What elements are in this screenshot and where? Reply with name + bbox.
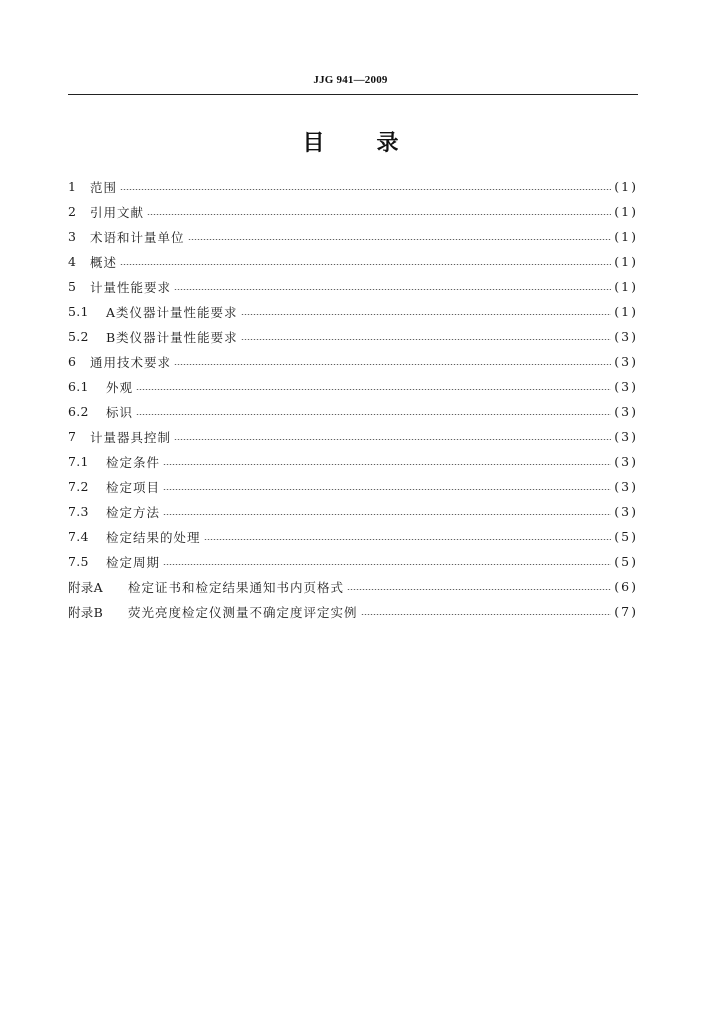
toc-entry-title: 检定结果的处理 [106, 529, 201, 545]
toc-entry-page: (1) [614, 179, 638, 194]
header-rule [68, 94, 638, 95]
toc-entry-title: B类仪器计量性能要求 [106, 329, 238, 345]
toc-entry[interactable] [68, 424, 638, 449]
toc-entry-number: 6 [68, 354, 77, 369]
toc-entry[interactable] [68, 224, 638, 249]
toc-entry-title: 范围 [90, 179, 118, 195]
toc-entry-title: 荧光亮度检定仪测量不确定度评定实例 [128, 604, 358, 620]
toc-dot-leader [120, 189, 611, 190]
toc-dot-leader [163, 514, 611, 515]
toc-entry[interactable] [68, 349, 638, 374]
toc-entry-page: (5) [614, 529, 638, 544]
toc-entry-number: 附录B [68, 604, 104, 620]
toc-entry-number: 附录A [68, 579, 103, 595]
toc-entry[interactable] [68, 174, 638, 199]
toc-entry-page: (1) [614, 204, 638, 219]
toc-entry[interactable] [68, 249, 638, 274]
toc-entry-title: 检定证书和检定结果通知书内页格式 [128, 579, 345, 595]
toc-entry-title: 检定项目 [106, 479, 161, 495]
toc-entry-number: 2 [68, 204, 77, 219]
toc-entry-number: 6.1 [68, 379, 89, 394]
toc-entry-title: 计量器具控制 [90, 429, 172, 445]
toc-entry-number: 7.5 [68, 554, 89, 569]
toc-dot-leader [163, 464, 611, 465]
toc-entry-number: 6.2 [68, 404, 89, 419]
toc-entry-page: (3) [614, 454, 638, 469]
toc-entry[interactable] [68, 274, 638, 299]
toc-entry-page: (5) [614, 554, 638, 569]
toc-dot-leader [174, 289, 611, 290]
toc-entry-number: 5 [68, 279, 77, 294]
toc-entry-page: (3) [614, 429, 638, 444]
toc-entry[interactable] [68, 449, 638, 474]
toc-entry-title: A类仪器计量性能要求 [106, 304, 238, 320]
toc-dot-leader [241, 339, 612, 340]
toc-entry-page: (1) [614, 279, 638, 294]
toc-dot-leader [204, 539, 612, 540]
toc-entry-title: 外观 [106, 379, 134, 395]
toc-entry-page: (3) [614, 404, 638, 419]
toc-entry-page: (3) [614, 329, 638, 344]
toc-entry[interactable] [68, 549, 638, 574]
toc-entry[interactable] [68, 574, 638, 599]
toc-entry-number: 7.2 [68, 479, 89, 494]
toc-entry-title: 标识 [106, 404, 134, 420]
toc-dot-leader [347, 589, 611, 590]
toc-dot-leader [136, 389, 611, 390]
toc-entry[interactable] [68, 499, 638, 524]
running-header: JJG 941—2009 [313, 74, 388, 86]
toc-entry-title: 检定方法 [106, 504, 161, 520]
toc-entry-page: (6) [614, 579, 638, 594]
toc-entry-number: 7 [68, 429, 77, 444]
toc-entry-number: 7.1 [68, 454, 89, 469]
toc-entry[interactable] [68, 524, 638, 549]
toc-entry[interactable] [68, 199, 638, 224]
toc-entry-number: 5.1 [68, 304, 89, 319]
toc-dot-leader [163, 564, 611, 565]
toc-dot-leader [174, 439, 611, 440]
toc-entry-page: (3) [614, 379, 638, 394]
toc-entry-title: 术语和计量单位 [90, 229, 185, 245]
toc-entry-number: 7.4 [68, 529, 89, 544]
toc-entry-title: 计量性能要求 [90, 279, 172, 295]
toc-dot-leader [163, 489, 611, 490]
toc-dot-leader [241, 314, 612, 315]
toc-dot-leader [120, 264, 611, 265]
toc-dot-leader [188, 239, 612, 240]
toc-entry-number: 1 [68, 179, 77, 194]
table-of-contents [68, 174, 638, 624]
toc-entry-page: (7) [614, 604, 638, 619]
toc-entry-page: (1) [614, 304, 638, 319]
toc-entry-title: 概述 [90, 254, 118, 270]
toc-entry-title: 检定条件 [106, 454, 161, 470]
toc-dot-leader [174, 364, 611, 365]
toc-dot-leader [147, 214, 611, 215]
toc-entry-number: 3 [68, 229, 77, 244]
toc-entry-number: 5.2 [68, 329, 89, 344]
toc-entry-title: 检定周期 [106, 554, 161, 570]
toc-entry-page: (1) [614, 229, 638, 244]
toc-entry-page: (1) [614, 254, 638, 269]
toc-entry[interactable] [68, 599, 638, 624]
toc-entry-number: 7.3 [68, 504, 89, 519]
page-title [0, 126, 701, 157]
title-char-left: 目 [302, 131, 325, 156]
title-char-right: 录 [376, 131, 399, 156]
toc-entry[interactable] [68, 399, 638, 424]
toc-entry-number: 4 [68, 254, 77, 269]
toc-entry-page: (3) [614, 504, 638, 519]
toc-dot-leader [361, 614, 612, 615]
toc-entry[interactable] [68, 374, 638, 399]
toc-entry-page: (3) [614, 354, 638, 369]
toc-entry-page: (3) [614, 479, 638, 494]
toc-dot-leader [136, 414, 611, 415]
toc-entry[interactable] [68, 299, 638, 324]
toc-entry[interactable] [68, 474, 638, 499]
toc-entry-title: 通用技术要求 [90, 354, 172, 370]
toc-entry-title: 引用文献 [90, 204, 145, 220]
toc-entry[interactable] [68, 324, 638, 349]
